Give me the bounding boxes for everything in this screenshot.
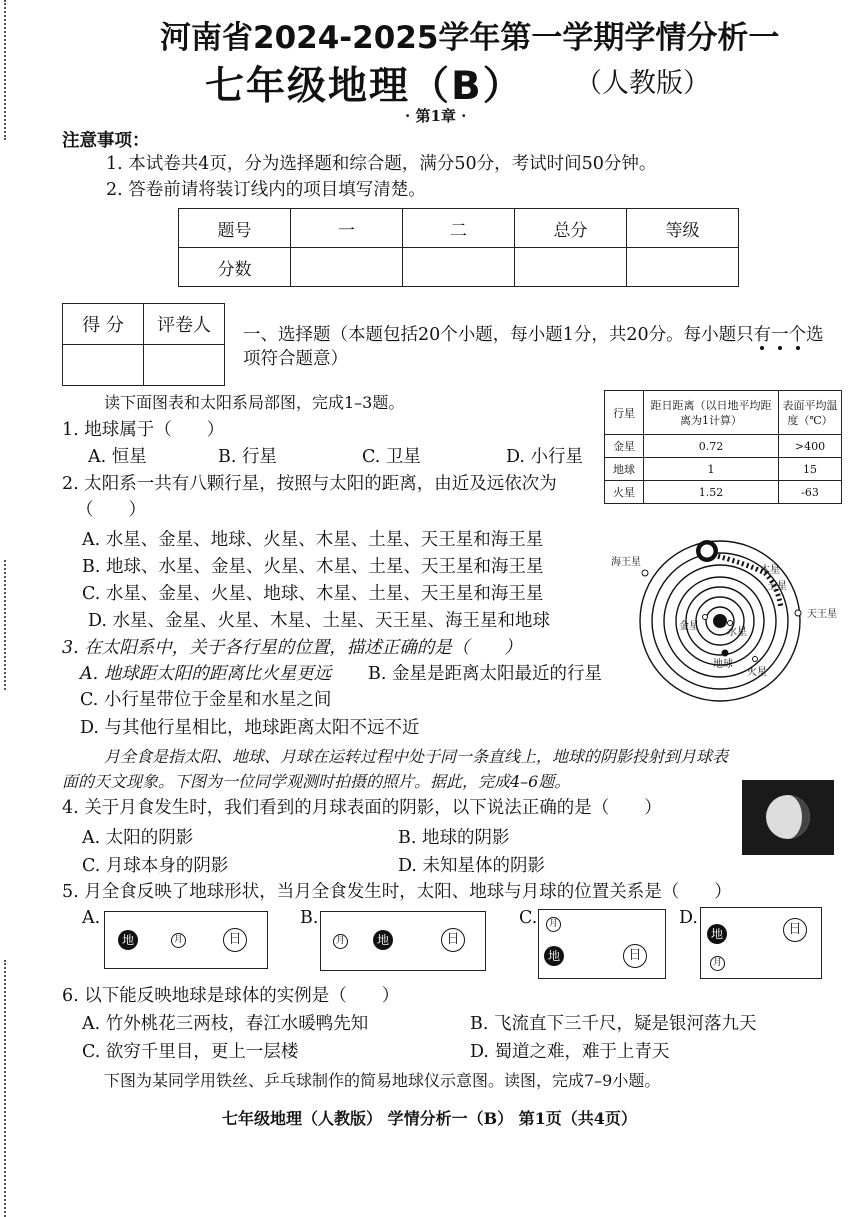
- exam-title: 河南省2024-2025学年第一学期学情分析一: [160, 20, 780, 56]
- page-footer: 七年级地理（人教版） 学情分析一（B） 第1页（共4页）: [222, 1109, 637, 1128]
- note-item: 1. 本试卷共4页，分为选择题和综合题，满分50分，考试时间50分钟。: [106, 154, 657, 174]
- q1-option-c[interactable]: C. 卫星: [362, 447, 421, 467]
- q4-stem: 4. 关于月食发生时，我们看到的月球表面的阴影，以下说法正确的是（ ）: [62, 798, 662, 818]
- grader-table: [62, 303, 225, 386]
- q5-stem: 5. 月全食反映了地球形状，当月全食发生时，太阳、地球与月球的位置关系是（ ）: [62, 882, 732, 902]
- earth-icon: 地: [118, 930, 138, 950]
- note-item: 2. 答卷前请将装订线内的项目填写清楚。: [106, 180, 426, 200]
- q5-option-b-letter[interactable]: B.: [300, 908, 319, 928]
- earth-icon: 地: [373, 930, 393, 950]
- sun-icon: 日: [783, 918, 807, 942]
- q4-option-b[interactable]: B. 地球的阴影: [398, 828, 510, 848]
- score-header: 一: [291, 209, 403, 248]
- q1-option-d[interactable]: D. 小行星: [506, 447, 584, 467]
- diagram-label: 水星: [727, 627, 747, 638]
- earth-icon: 地: [544, 946, 564, 966]
- sun-icon: 日: [623, 944, 647, 968]
- q6-option-d[interactable]: D. 蜀道之难，难于上青天: [470, 1042, 670, 1062]
- planet-name: 火星: [605, 481, 644, 504]
- planet-name: 地球: [605, 458, 644, 481]
- diagram-label: 土星: [767, 581, 787, 592]
- q5-option-a-letter[interactable]: A.: [82, 908, 101, 928]
- lunar-eclipse-photo: [742, 780, 834, 855]
- q2-option-c[interactable]: C. 水星、金星、火星、地球、木星、土星、天王星和海王星: [82, 584, 544, 604]
- q6-option-a[interactable]: A. 竹外桃花三两枝，春江水暖鸭先知: [82, 1014, 369, 1034]
- score-table: [178, 208, 739, 287]
- sun-icon: 日: [441, 928, 465, 952]
- q3-stem: 3. 在太阳系中，关于各行星的位置，描述正确的是（ ）: [62, 638, 522, 658]
- grader-label: 评卷人: [144, 304, 225, 345]
- q2-option-a[interactable]: A. 水星、金星、地球、火星、木星、土星、天王星和海王星: [82, 530, 544, 550]
- planet-distance: 1.52: [644, 481, 779, 504]
- score-entry[interactable]: [63, 345, 144, 386]
- sun-icon: [713, 614, 727, 628]
- score-cell[interactable]: [627, 248, 739, 287]
- eclipse-intro: 月全食是指太阳、地球、月球在运转过程中处于同一条直线上，地球的阴影投射到月球表: [104, 747, 729, 766]
- q1-option-a[interactable]: A. 恒星: [88, 447, 147, 467]
- score-label: 得 分: [63, 304, 144, 345]
- planet-col-header: 距日距离（以日地平均距离为1计算）: [644, 391, 779, 435]
- q5-option-c-diagram[interactable]: [538, 909, 666, 979]
- section1-heading-cont: 项符合题意）: [243, 349, 348, 369]
- binding-line: [4, 960, 8, 1217]
- q2-stem-cont: （ ）: [76, 500, 146, 520]
- planet-name: 金星: [605, 435, 644, 458]
- score-cell[interactable]: [403, 248, 515, 287]
- q2-stem: 2. 太阳系一共有八颗行星，按照与太阳的距离，由近及远依次为: [62, 474, 557, 494]
- q5-option-d-diagram[interactable]: [700, 907, 822, 979]
- diagram-label: 天王星: [807, 609, 837, 620]
- notes-heading: 注意事项：: [62, 131, 150, 151]
- diagram-label: 木星: [760, 565, 780, 576]
- intro-1-3: 读下面图表和太阳系局部图，完成1–3题。: [104, 393, 405, 412]
- binding-line: [4, 560, 8, 690]
- q3-option-c[interactable]: C. 小行星带位于金星和水星之间: [80, 690, 332, 710]
- q1-option-b[interactable]: B. 行星: [218, 447, 277, 467]
- diagram-label: 火星: [747, 667, 767, 678]
- moon-icon: 月: [171, 933, 186, 948]
- q2-option-b[interactable]: B. 地球、水星、金星、火星、木星、土星、天王星和海王星: [82, 557, 544, 577]
- planet-temp: >400: [779, 435, 842, 458]
- solar-system-diagram: [605, 525, 850, 705]
- q3-option-b[interactable]: B. 金星是距离太阳最近的行星: [368, 664, 602, 684]
- exam-subject: 七年级地理（B）: [205, 64, 524, 109]
- q5-option-a-diagram[interactable]: [104, 911, 268, 969]
- score-row-label: 分数: [179, 248, 291, 287]
- score-cell[interactable]: [515, 248, 627, 287]
- planet-table: [604, 390, 842, 504]
- q5-option-b-diagram[interactable]: [320, 911, 486, 971]
- earth-icon: 地: [707, 924, 727, 944]
- q5-option-c-letter[interactable]: C.: [519, 908, 538, 928]
- planet-col-header: 行星: [605, 391, 644, 435]
- moon-icon: 月: [710, 956, 725, 971]
- q6-option-c[interactable]: C. 欲穷千里目，更上一层楼: [82, 1042, 299, 1062]
- q6-option-b[interactable]: B. 飞流直下三千尺，疑是银河落九天: [470, 1014, 757, 1034]
- section1-heading: 一、选择题（本题包括20个小题，每小题1分，共20分。每小题只有一个选: [243, 325, 824, 345]
- score-header: 总分: [515, 209, 627, 248]
- grader-entry[interactable]: [144, 345, 225, 386]
- binding-line: [4, 0, 8, 140]
- q6-stem: 6. 以下能反映地球是球体的实例是（ ）: [62, 986, 400, 1006]
- moon-icon: 月: [333, 934, 348, 949]
- score-header: 等级: [627, 209, 739, 248]
- planet-distance: 1: [644, 458, 779, 481]
- q3-option-d[interactable]: D. 与其他行星相比，地球距离太阳不远不近: [80, 718, 420, 738]
- q3-option-a[interactable]: A. 地球距太阳的距离比火星更远: [80, 664, 332, 684]
- score-header: 二: [403, 209, 515, 248]
- planet-temp: -63: [779, 481, 842, 504]
- q4-option-c[interactable]: C. 月球本身的阴影: [82, 856, 229, 876]
- eclipse-intro-cont: 面的天文现象。下图为一位同学观测时拍摄的照片。据此，完成4–6题。: [62, 772, 571, 791]
- q1-stem: 1. 地球属于（ ）: [62, 420, 225, 440]
- q4-option-a[interactable]: A. 太阳的阴影: [82, 828, 194, 848]
- chapter-label: · 第1章 ·: [405, 107, 467, 125]
- diagram-label: 海王星: [611, 557, 641, 568]
- intro-7-9: 下图为某同学用铁丝、乒乓球制作的简易地球仪示意图。读图，完成7–9小题。: [104, 1071, 661, 1090]
- score-header: 题号: [179, 209, 291, 248]
- planet-col-header: 表面平均温度（℃）: [779, 391, 842, 435]
- sun-icon: 日: [223, 928, 247, 952]
- moon-icon: 月: [546, 917, 561, 932]
- diagram-label: 金星: [679, 621, 699, 632]
- q5-option-d-letter[interactable]: D.: [679, 908, 698, 928]
- q2-option-d[interactable]: D. 水星、金星、火星、木星、土星、天王星、海王星和地球: [88, 611, 551, 631]
- planet-temp: 15: [779, 458, 842, 481]
- diagram-label: 地球: [713, 659, 733, 670]
- edition: （人教版）: [575, 68, 710, 99]
- score-cell[interactable]: [291, 248, 403, 287]
- q4-option-d[interactable]: D. 未知星体的阴影: [398, 856, 546, 876]
- planet-distance: 0.72: [644, 435, 779, 458]
